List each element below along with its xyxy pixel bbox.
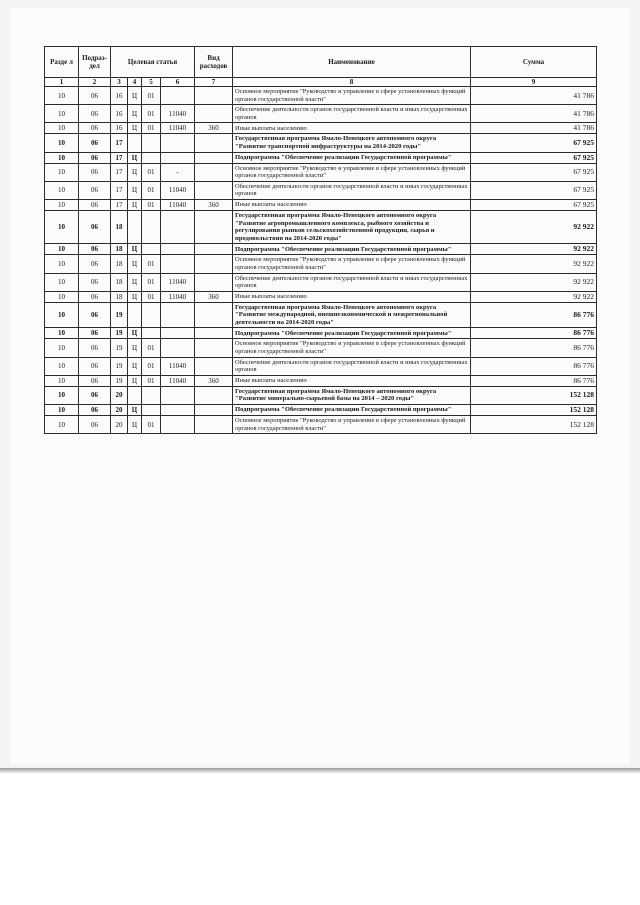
- cell-direction-code: [161, 339, 195, 357]
- cell-name: Иные выплаты населению: [233, 199, 471, 210]
- cell-subsection: 06: [79, 152, 111, 163]
- col-number: 9: [471, 78, 597, 87]
- cell-activity-code: [142, 328, 161, 339]
- cell-sum: 41 786: [471, 105, 597, 123]
- cell-sum: 67 925: [471, 181, 597, 199]
- table-row: [45, 375, 597, 386]
- cell-subsection: 06: [79, 123, 111, 134]
- table-header: [45, 47, 597, 87]
- cell-activity-code: [142, 405, 161, 416]
- cell-name: Основное мероприятие "Руководство и управление в сфере установленных функций органов государственной власти": [233, 255, 471, 273]
- cell-section: 10: [45, 123, 79, 134]
- header-expense-type: Вид расходов: [195, 47, 233, 78]
- cell-subprogram-code: Ц: [128, 405, 142, 416]
- cell-subprogram-code: Ц: [128, 273, 142, 291]
- cell-sum: 67 925: [471, 163, 597, 181]
- cell-subprogram-code: [128, 134, 142, 152]
- cell-program-code: 16: [111, 87, 128, 105]
- cell-program-code: 16: [111, 105, 128, 123]
- cell-subprogram-code: Ц: [128, 181, 142, 199]
- cell-program-code: 19: [111, 357, 128, 375]
- cell-direction-code: [161, 386, 195, 404]
- cell-section: 10: [45, 339, 79, 357]
- cell-subsection: 06: [79, 244, 111, 255]
- cell-section: 10: [45, 291, 79, 302]
- cell-name: Иные выплаты населению: [233, 375, 471, 386]
- table-row: [45, 386, 597, 404]
- cell-sum: 92 922: [471, 273, 597, 291]
- cell-expense-type: [195, 152, 233, 163]
- cell-section: 10: [45, 105, 79, 123]
- cell-subsection: 06: [79, 273, 111, 291]
- cell-direction-code: [161, 134, 195, 152]
- cell-section: 10: [45, 244, 79, 255]
- cell-sum: 86 776: [471, 357, 597, 375]
- table-row: [45, 181, 597, 199]
- cell-subsection: 06: [79, 357, 111, 375]
- table-row: [45, 302, 597, 328]
- cell-sum: 152 128: [471, 386, 597, 404]
- cell-sum: 41 786: [471, 123, 597, 134]
- cell-sum: 152 128: [471, 416, 597, 434]
- cell-activity-code: [142, 302, 161, 328]
- cell-name: Государственная программа Ямало-Ненецкого автономного округа "Развитие минерально-сырьевой базы на 2014 – 2020 годы": [233, 386, 471, 404]
- cell-name: Основное мероприятие "Руководство и управление в сфере установленных функций органов государственной власти": [233, 163, 471, 181]
- cell-expense-type: [195, 302, 233, 328]
- header-target-article: Целевая статья: [111, 47, 195, 78]
- cell-activity-code: [142, 134, 161, 152]
- table-row: [45, 123, 597, 134]
- cell-section: 10: [45, 386, 79, 404]
- table-row: [45, 416, 597, 434]
- cell-subprogram-code: Ц: [128, 357, 142, 375]
- cell-name: Подпрограмма "Обеспечение реализации Государственной программы": [233, 405, 471, 416]
- cell-subsection: 06: [79, 255, 111, 273]
- cell-name: Государственная программа Ямало-Ненецкого автономного округа "Развитие международной, внешнеэкономической и межрегиональной деятельности на 2014-2020 годы": [233, 302, 471, 328]
- cell-subprogram-code: Ц: [128, 255, 142, 273]
- cell-expense-type: [195, 416, 233, 434]
- cell-subprogram-code: Ц: [128, 163, 142, 181]
- cell-program-code: 19: [111, 328, 128, 339]
- cell-program-code: 19: [111, 302, 128, 328]
- cell-direction-code: [161, 87, 195, 105]
- cell-expense-type: [195, 163, 233, 181]
- cell-section: 10: [45, 375, 79, 386]
- cell-subprogram-code: [128, 210, 142, 243]
- cell-expense-type: [195, 255, 233, 273]
- table-row: [45, 134, 597, 152]
- cell-program-code: 16: [111, 123, 128, 134]
- cell-expense-type: [195, 181, 233, 199]
- cell-sum: 86 776: [471, 302, 597, 328]
- table-row: [45, 291, 597, 302]
- cell-name: Основное мероприятие "Руководство и управление в сфере установленных функций органов государственной власти": [233, 87, 471, 105]
- cell-expense-type: [195, 357, 233, 375]
- cell-subprogram-code: Ц: [128, 291, 142, 302]
- col-number: 5: [142, 78, 161, 87]
- cell-sum: 86 776: [471, 375, 597, 386]
- cell-program-code: 18: [111, 244, 128, 255]
- cell-activity-code: 01: [142, 357, 161, 375]
- cell-expense-type: [195, 328, 233, 339]
- cell-section: 10: [45, 255, 79, 273]
- table-row: [45, 163, 597, 181]
- cell-activity-code: 01: [142, 181, 161, 199]
- cell-expense-type: 360: [195, 199, 233, 210]
- cell-expense-type: [195, 339, 233, 357]
- header-section: Разде л: [45, 47, 79, 78]
- cell-subsection: 06: [79, 134, 111, 152]
- cell-subsection: 06: [79, 87, 111, 105]
- cell-direction-code: [161, 416, 195, 434]
- cell-subprogram-code: Ц: [128, 105, 142, 123]
- cell-activity-code: 01: [142, 255, 161, 273]
- table-body: [45, 87, 597, 434]
- cell-subprogram-code: Ц: [128, 152, 142, 163]
- cell-program-code: 17: [111, 134, 128, 152]
- cell-direction-code: [161, 210, 195, 243]
- table-row: [45, 152, 597, 163]
- cell-expense-type: [195, 134, 233, 152]
- cell-direction-code: 11040: [161, 291, 195, 302]
- col-number: 6: [161, 78, 195, 87]
- cell-expense-type: [195, 210, 233, 243]
- cell-direction-code: 11040: [161, 105, 195, 123]
- col-number: 3: [111, 78, 128, 87]
- cell-name: Подпрограмма "Обеспечение реализации Государственной программы": [233, 152, 471, 163]
- cell-section: 10: [45, 328, 79, 339]
- cell-sum: 86 776: [471, 328, 597, 339]
- scan-edge-shadow: [0, 768, 640, 774]
- col-number: 2: [79, 78, 111, 87]
- cell-program-code: 17: [111, 199, 128, 210]
- cell-section: 10: [45, 273, 79, 291]
- cell-subprogram-code: Ц: [128, 375, 142, 386]
- col-number: 7: [195, 78, 233, 87]
- cell-section: 10: [45, 416, 79, 434]
- cell-sum: 92 922: [471, 291, 597, 302]
- cell-program-code: 18: [111, 291, 128, 302]
- cell-sum: 92 922: [471, 255, 597, 273]
- cell-activity-code: [142, 386, 161, 404]
- cell-program-code: 18: [111, 273, 128, 291]
- cell-subsection: 06: [79, 328, 111, 339]
- cell-activity-code: 01: [142, 87, 161, 105]
- cell-expense-type: [195, 87, 233, 105]
- cell-direction-code: [161, 152, 195, 163]
- cell-program-code: 17: [111, 181, 128, 199]
- cell-direction-code: 11040: [161, 199, 195, 210]
- cell-sum: 152 128: [471, 405, 597, 416]
- cell-subprogram-code: [128, 386, 142, 404]
- table-row: [45, 328, 597, 339]
- cell-activity-code: [142, 210, 161, 243]
- cell-direction-code: 11040: [161, 181, 195, 199]
- cell-name: Подпрограмма "Обеспечение реализации Государственной программы": [233, 328, 471, 339]
- cell-name: Подпрограмма "Обеспечение реализации Государственной программы": [233, 244, 471, 255]
- cell-name: Обеспечение деятельности органов государственной власти и иных государственных органов: [233, 105, 471, 123]
- cell-program-code: 19: [111, 339, 128, 357]
- cell-activity-code: [142, 152, 161, 163]
- cell-subprogram-code: Ц: [128, 339, 142, 357]
- cell-subsection: 06: [79, 386, 111, 404]
- cell-name: Государственная программа Ямало-Ненецкого автономного округа "Развитие транспортной инфраструктуры на 2014-2020 годы": [233, 134, 471, 152]
- cell-section: 10: [45, 405, 79, 416]
- cell-subprogram-code: Ц: [128, 87, 142, 105]
- column-numbers-row: [45, 78, 597, 87]
- cell-subsection: 06: [79, 105, 111, 123]
- cell-expense-type: 360: [195, 375, 233, 386]
- cell-direction-code: [161, 328, 195, 339]
- cell-subsection: 06: [79, 163, 111, 181]
- cell-direction-code: -: [161, 163, 195, 181]
- header-name: Наименование: [233, 47, 471, 78]
- cell-section: 10: [45, 163, 79, 181]
- table-row: [45, 210, 597, 243]
- cell-activity-code: 01: [142, 123, 161, 134]
- cell-sum: 67 925: [471, 199, 597, 210]
- cell-program-code: 20: [111, 386, 128, 404]
- table-row: [45, 273, 597, 291]
- cell-direction-code: [161, 244, 195, 255]
- cell-direction-code: 11040: [161, 375, 195, 386]
- cell-section: 10: [45, 87, 79, 105]
- cell-program-code: 20: [111, 416, 128, 434]
- cell-subprogram-code: Ц: [128, 199, 142, 210]
- cell-section: 10: [45, 210, 79, 243]
- cell-direction-code: [161, 255, 195, 273]
- cell-activity-code: 01: [142, 273, 161, 291]
- cell-subsection: 06: [79, 210, 111, 243]
- cell-program-code: 18: [111, 255, 128, 273]
- cell-sum: 92 922: [471, 210, 597, 243]
- cell-program-code: 18: [111, 210, 128, 243]
- cell-sum: 41 786: [471, 87, 597, 105]
- table-row: [45, 244, 597, 255]
- cell-subsection: 06: [79, 339, 111, 357]
- cell-program-code: 17: [111, 163, 128, 181]
- cell-program-code: 20: [111, 405, 128, 416]
- cell-section: 10: [45, 302, 79, 328]
- cell-name: Обеспечение деятельности органов государственной власти и иных государственных органов: [233, 181, 471, 199]
- cell-section: 10: [45, 152, 79, 163]
- cell-sum: 92 922: [471, 244, 597, 255]
- cell-activity-code: 01: [142, 291, 161, 302]
- cell-expense-type: 360: [195, 123, 233, 134]
- cell-activity-code: 01: [142, 375, 161, 386]
- cell-section: 10: [45, 199, 79, 210]
- cell-direction-code: [161, 405, 195, 416]
- table-row: [45, 105, 597, 123]
- cell-expense-type: [195, 244, 233, 255]
- cell-activity-code: 01: [142, 339, 161, 357]
- cell-expense-type: 360: [195, 291, 233, 302]
- cell-direction-code: 11040: [161, 273, 195, 291]
- table-row: [45, 405, 597, 416]
- cell-subsection: 06: [79, 375, 111, 386]
- cell-section: 10: [45, 181, 79, 199]
- cell-subsection: 06: [79, 291, 111, 302]
- cell-activity-code: 01: [142, 199, 161, 210]
- cell-expense-type: [195, 405, 233, 416]
- budget-table: [44, 46, 597, 434]
- cell-direction-code: 11040: [161, 357, 195, 375]
- col-number: 4: [128, 78, 142, 87]
- cell-subprogram-code: [128, 302, 142, 328]
- cell-subprogram-code: Ц: [128, 416, 142, 434]
- cell-expense-type: [195, 105, 233, 123]
- cell-direction-code: [161, 302, 195, 328]
- cell-subprogram-code: Ц: [128, 244, 142, 255]
- cell-name: Основное мероприятие "Руководство и управление в сфере установленных функций органов государственной власти": [233, 416, 471, 434]
- cell-name: Обеспечение деятельности органов государственной власти и иных государственных органов: [233, 357, 471, 375]
- cell-subsection: 06: [79, 302, 111, 328]
- table-row: [45, 255, 597, 273]
- cell-subprogram-code: Ц: [128, 328, 142, 339]
- cell-subsection: 06: [79, 416, 111, 434]
- cell-name: Иные выплаты населению: [233, 123, 471, 134]
- cell-expense-type: [195, 273, 233, 291]
- cell-direction-code: 11040: [161, 123, 195, 134]
- cell-expense-type: [195, 386, 233, 404]
- cell-name: Иные выплаты населению: [233, 291, 471, 302]
- cell-program-code: 19: [111, 375, 128, 386]
- cell-subsection: 06: [79, 199, 111, 210]
- header-sum: Сумма: [471, 47, 597, 78]
- cell-program-code: 17: [111, 152, 128, 163]
- col-number: 8: [233, 78, 471, 87]
- cell-name: Государственная программа Ямало-Ненецкого автономного округа "Развитие агропромышленного комплекса, рыбного хозяйства и регулирования рынков сельскохозяйственной продукции, сырья и продовольствия на 2014-2020 годы": [233, 210, 471, 243]
- cell-section: 10: [45, 357, 79, 375]
- table-row: [45, 87, 597, 105]
- cell-activity-code: 01: [142, 163, 161, 181]
- table-row: [45, 357, 597, 375]
- table-row: [45, 339, 597, 357]
- table-row: [45, 199, 597, 210]
- col-number: 1: [45, 78, 79, 87]
- header-subsection: Подраз- дел: [79, 47, 111, 78]
- cell-activity-code: 01: [142, 105, 161, 123]
- cell-subprogram-code: Ц: [128, 123, 142, 134]
- cell-activity-code: [142, 244, 161, 255]
- cell-section: 10: [45, 134, 79, 152]
- cell-activity-code: 01: [142, 416, 161, 434]
- cell-sum: 67 925: [471, 152, 597, 163]
- cell-name: Основное мероприятие "Руководство и управление в сфере установленных функций органов государственной власти": [233, 339, 471, 357]
- cell-subsection: 06: [79, 405, 111, 416]
- cell-subsection: 06: [79, 181, 111, 199]
- cell-sum: 67 925: [471, 134, 597, 152]
- cell-name: Обеспечение деятельности органов государственной власти и иных государственных органов: [233, 273, 471, 291]
- cell-sum: 86 776: [471, 339, 597, 357]
